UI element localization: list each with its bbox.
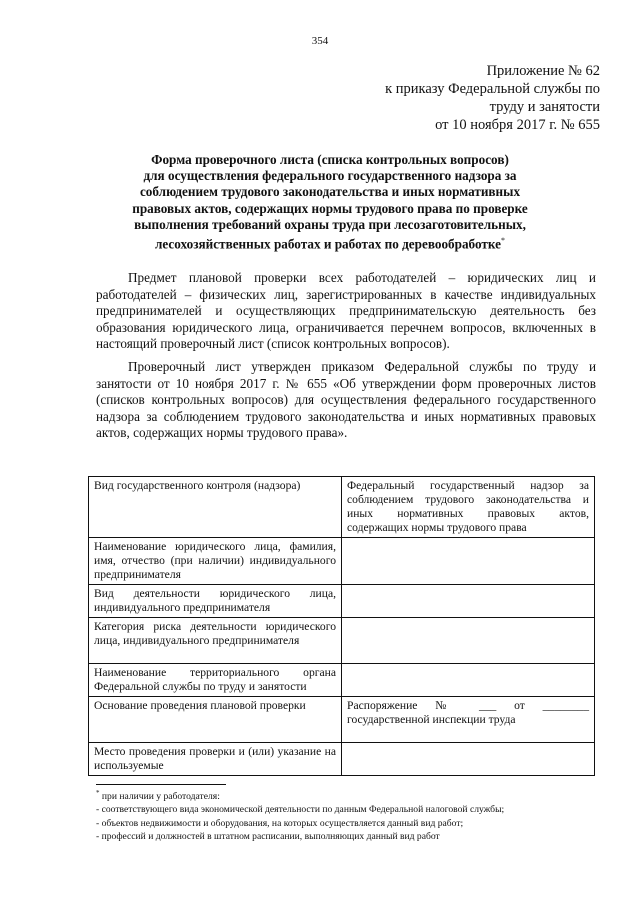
table-cell-label: Категория риска деятельности юридического лица, индивидуального предпринимателя (89, 618, 342, 664)
table-row (89, 477, 595, 538)
paragraph-scope: Предмет плановой проверки всех работодателей – юридических лиц и работодателей – физических лиц, зарегистрированных в качестве индивидуальных предпринимателей и осуществляющих предпринимательскую деятельность без образования юридического лица, ограничивается перечнем вопросов, включенных в настоящий проверочный лист (список контрольных вопросов). (96, 270, 596, 352)
footnote-line (96, 787, 616, 803)
footnote-mark: * (96, 789, 100, 797)
table-cell-value: Распоряжение № ___ от ________ государственной инспекции труда (342, 697, 595, 743)
table-cell-label: Наименование территориального органа Федеральной службы по труду и занятости (89, 664, 342, 697)
paragraph-approval: Проверочный лист утвержден приказом Федеральной службы по труду и занятости от 10 ноября 2017 г. № 655 «Об утверждении форм проверочных листов (списков контрольных вопросов) для осуществления федерального государственного надзора за соблюдением трудового законодательства и иных нормативных правовых актов, содержащих нормы трудового права». (96, 358, 596, 441)
appendix-line: от 10 ноября 2017 г. № 655 (435, 117, 600, 133)
title-line: Форма проверочного листа (списка контрольных вопросов) (151, 152, 509, 167)
table-cell-label: Основание проведения плановой проверки (89, 697, 342, 743)
table-row (89, 585, 595, 618)
body-text (96, 270, 596, 448)
appendix-line: к приказу Федеральной службы по (385, 81, 600, 97)
form-table (88, 476, 595, 776)
appendix-line: труду и занятости (489, 99, 600, 115)
title-line: правовых актов, содержащих нормы трудового права по проверке (132, 200, 528, 216)
footnote-text: при наличии у работодателя: (101, 791, 220, 803)
table-row (89, 697, 595, 743)
title-line: соблюдением трудового законодательства и иных нормативных (139, 184, 521, 200)
table-cell-label: Место проведения проверки и (или) указание на используемые (89, 743, 342, 776)
footnote-line: - соответствующего вида экономической деятельности по данным Федеральной налоговой службы; (96, 804, 505, 816)
table-cell-value (342, 538, 595, 585)
appendix-header (320, 62, 600, 134)
table-cell-value: Федеральный государственный надзор за соблюдением трудового законодательства и иных нормативных правовых актов, содержащих нормы трудового права (342, 477, 595, 538)
footnotes (96, 787, 616, 843)
title-line (95, 233, 565, 253)
appendix-line: Приложение № 62 (486, 63, 600, 79)
table-cell-label: Наименование юридического лица, фамилия, имя, отчество (при наличии) индивидуального предпринимателя (89, 538, 342, 585)
title-line: выполнения требований охраны труда при лесозаготовительных, (134, 216, 526, 232)
table-row (89, 664, 595, 697)
table-cell-label: Вид деятельности юридического лица, индивидуального предпринимателя (89, 585, 342, 618)
table-cell-value (342, 743, 595, 776)
page-number: 354 (311, 35, 329, 47)
table-row (89, 743, 595, 776)
footnote-marker: * (501, 236, 505, 246)
title-line: для осуществления федерального государственного надзора за (143, 168, 517, 184)
footnote-line: - профессий и должностей в штатном расписании, выполняющих данный вид работ (96, 831, 440, 843)
title-line-text: лесохозяйственных работах и работах по деревообработке (155, 236, 501, 252)
table-row (89, 538, 595, 585)
form-title (95, 152, 565, 253)
table-cell-value (342, 664, 595, 697)
table-row (89, 618, 595, 664)
footnote-separator (96, 784, 226, 785)
table-cell-value (342, 618, 595, 664)
footnote-line: - объектов недвижимости и оборудования, на которых осуществляется данный вид работ; (96, 817, 464, 829)
table-cell-label: Вид государственного контроля (надзора) (89, 477, 342, 538)
table-cell-value (342, 585, 595, 618)
